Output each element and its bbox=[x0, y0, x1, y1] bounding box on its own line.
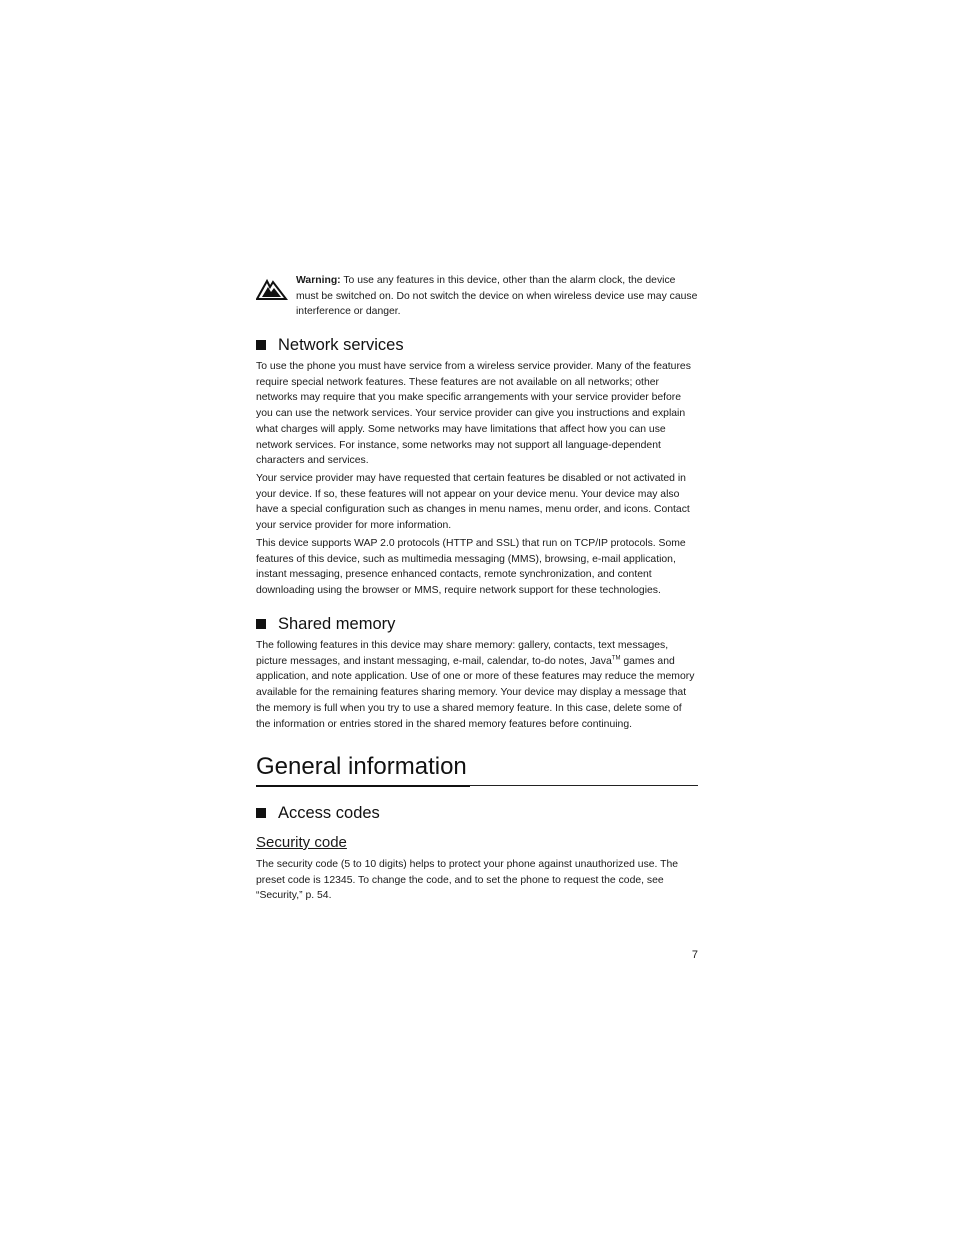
warning-icon bbox=[256, 278, 288, 300]
section-heading-label: Network services bbox=[278, 336, 404, 354]
subheading-security-code: Security code bbox=[256, 834, 347, 851]
warning-text bbox=[296, 273, 698, 320]
shared-memory-paragraph bbox=[256, 638, 698, 732]
trademark-mark: TM bbox=[611, 655, 621, 662]
section-heading-network-services bbox=[256, 335, 404, 355]
square-bullet-icon bbox=[256, 619, 266, 629]
shared-memory-text-end: games and application, and note application. Use of one or more of these features may reduce the memory available for the remaining features sharing memory. Your device may display a message that the memory is full when you try to use a shared memory feature. In this case, delete some of the information or entries stored in the shared memory features before continuing. bbox=[256, 655, 695, 730]
section-heading-shared-memory bbox=[256, 614, 395, 634]
section-heading-access-codes bbox=[256, 803, 380, 823]
shared-memory-text-start: The following features in this device may share memory: gallery, contacts, text messages, picture messages, and instant messaging, e-mail, calendar, to-do notes, Java bbox=[256, 640, 669, 667]
chapter-rule-accent bbox=[256, 785, 470, 787]
network-paragraph-3: This device supports WAP 2.0 protocols (HTTP and SSL) that run on TCP/IP protocols. Some features of this device, such as multimedia messaging (MMS), browsing, e-mail application, instant messaging, presence enhanced contacts, remote synchronization, and content downloading using the browser or MMS, require network support for these technologies. bbox=[256, 538, 686, 597]
warning-label: Warning: bbox=[296, 275, 341, 286]
square-bullet-icon bbox=[256, 340, 266, 350]
section-heading-label: Shared memory bbox=[278, 615, 396, 633]
network-paragraph-2: Your service provider may have requested that certain features be disabled or not activated in your device. If so, these features will not appear on your device menu. Your device may also have a special configuration such as changes in menu names, menu order, and icons. Contact your service provider for more information. bbox=[256, 473, 690, 532]
chapter-title: General information bbox=[256, 753, 467, 780]
warning-body: To use any features in this device, other than the alarm clock, the device must be switched on. Do not switch the device on when wireless device use may cause interference or danger. bbox=[296, 275, 698, 318]
security-code-paragraph: The security code (5 to 10 digits) helps to protect your phone against unauthorized use. The preset code is 12345. To change the code, and to set the phone to request the code, see “Security,” p. 54. bbox=[256, 859, 679, 902]
square-bullet-icon bbox=[256, 808, 266, 818]
network-paragraph-1: To use the phone you must have service from a wireless service provider. Many of the features require special network features. These features are not available on all networks; other networks may require that you make specific arrangements with your service provider before you can use the network services. Your service provider can give you instructions and explain what charges will apply. Some networks may have limitations that affect how you can use network services. For instance, some networks may not support all language-dependent characters and services. bbox=[256, 361, 691, 467]
page-number: 7 bbox=[691, 949, 698, 961]
section-heading-label: Access codes bbox=[278, 804, 380, 822]
